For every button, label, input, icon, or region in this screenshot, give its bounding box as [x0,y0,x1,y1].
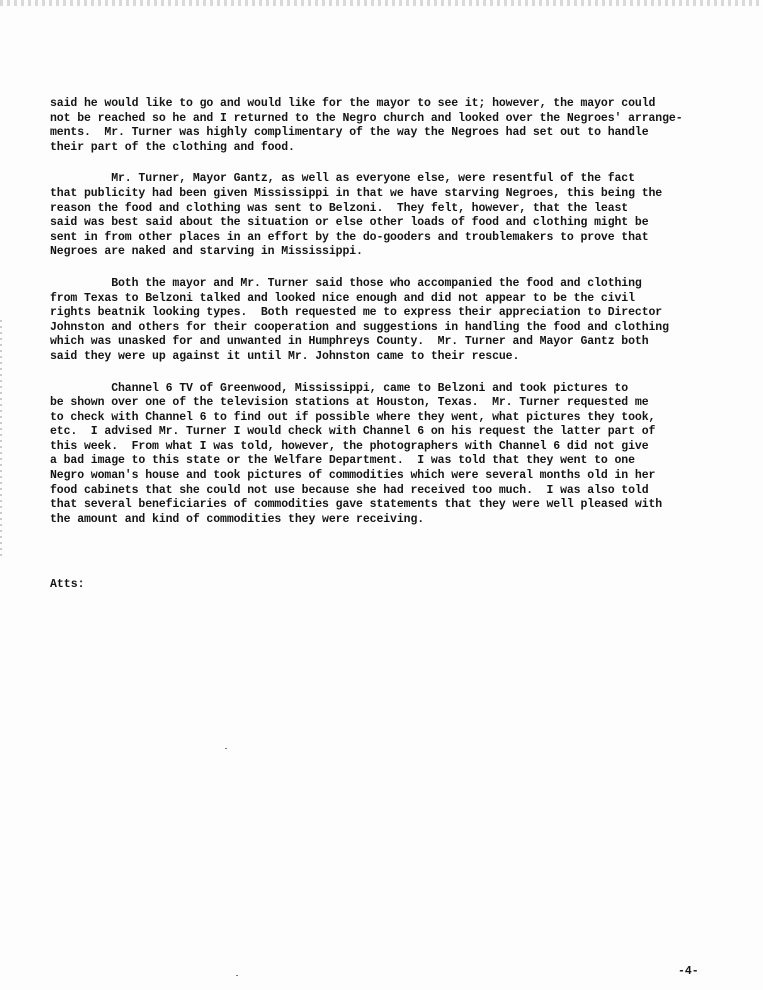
scan-top-edge [0,0,763,6]
text-line: said was best said about the situation or else other loads of food and clothing might be [50,216,649,230]
text-line: a bad image to this state or the Welfare Department. I was told that they went to one [50,454,635,468]
text-line: Negro woman's house and took pictures of commodities which were several months old in her [50,469,656,483]
page-number: -4- [678,965,699,978]
text-line: Channel 6 TV of Greenwood, Mississippi, came to Belzoni and took pictures to [50,381,629,395]
text-line: the amount and kind of commodities they were receiving. [50,512,425,526]
scan-left-edge [0,320,2,560]
text-line: food cabinets that she could not use because she had received too much. I was also told [50,483,649,497]
paragraph-1 [50,97,740,155]
text-line: Both the mayor and Mr. Turner said those who accompanied the food and clothing [50,276,642,290]
text-line: Johnston and others for their cooperation and suggestions in handling the food and clothing [50,320,669,334]
text-line: to check with Channel 6 to find out if possible where they went, what pictures they took, [50,410,656,424]
paragraph-4 [50,382,740,528]
text-line: not be reached so he and I returned to the Negro church and looked over the Negroes' arrange- [50,111,683,125]
attachments-label: Atts: [50,578,85,591]
text-line: rights beatnik looking types. Both requested me to express their appreciation to Director [50,306,663,320]
text-line: that publicity had been given Mississippi in that we have starving Negroes, this being the [50,186,663,200]
text-line: reason the food and clothing was sent to Belzoni. They felt, however, that the least [50,201,629,215]
text-line: sent in from other places in an effort by the do-gooders and troublemakers to prove that [50,230,649,244]
text-line: said they were up against it until Mr. Johnston came to their rescue. [50,349,520,363]
text-line: Mr. Turner, Mayor Gantz, as well as everyone else, were resentful of the fact [50,172,635,186]
text-line: Negroes are naked and starving in Mississippi. [50,245,363,259]
text-line: etc. I advised Mr. Turner I would check with Channel 6 on his request the latter part of [50,425,656,439]
paragraph-2 [50,172,740,260]
scan-speck [236,975,238,976]
text-line: ments. Mr. Turner was highly complimentary of the way the Negroes had set out to handle [50,126,649,140]
text-line: this week. From what I was told, however, the photographers with Channel 6 did not give [50,439,649,453]
text-line: said he would like to go and would like for the mayor to see it; however, the mayor could [50,97,656,110]
text-line: be shown over one of the television stations at Houston, Texas. Mr. Turner requested me [50,396,649,410]
scan-speck [225,748,227,749]
text-line: which was unasked for and unwanted in Humphreys County. Mr. Turner and Mayor Gantz both [50,335,649,349]
text-line: from Texas to Belzoni talked and looked nice enough and did not appear to be the civil [50,291,635,305]
text-line: that several beneficiaries of commodities gave statements that they were well pleased with [50,498,663,512]
paragraph-3 [50,277,740,365]
text-line: their part of the clothing and food. [50,140,295,154]
document-body [50,97,740,544]
